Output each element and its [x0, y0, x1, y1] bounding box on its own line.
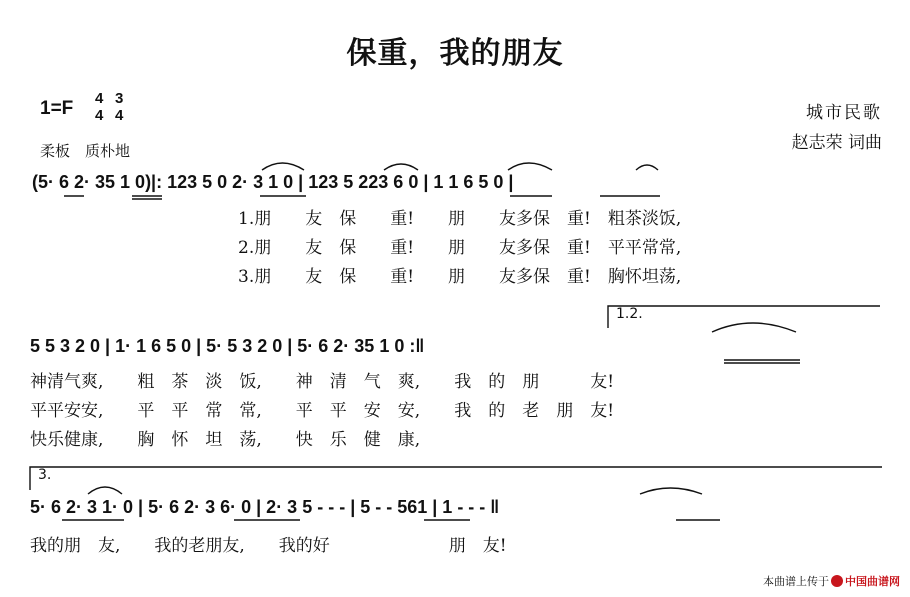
beam-mark — [724, 360, 800, 363]
lyric-row-1-verse-2: 2.朋 友 保 重! 朋 友多保 重! 平平常常, — [238, 238, 682, 258]
volta-bracket — [30, 467, 882, 490]
notation-row-3: 5· 6 2· 3 1· 0 | 5· 6 2· 3 6· 0 | 2· 3 5 - - - | 5 - - 561 | 1 - - - ‖ — [30, 497, 500, 517]
lyric-row-1-verse-3: 3.朋 友 保 重! 朋 友多保 重! 胸怀坦荡, — [238, 267, 682, 287]
footer-credit: 本曲谱上传于 中国曲谱网 — [763, 575, 900, 588]
slur-mark — [262, 163, 304, 170]
volta-bracket — [608, 306, 880, 328]
key-signature: 1=F — [40, 98, 74, 119]
lyric-row-2-verse-1: 神清气爽, 粗 茶 淡 饭, 神 清 气 爽, 我 的 朋 友! — [30, 372, 615, 392]
lyric-row-1-verse-1: 1.朋 友 保 重! 朋 友多保 重! 粗茶淡饭, — [238, 209, 682, 229]
lyric-row-3: 我的朋 友, 我的老朋友, 我的好 朋 友! — [30, 536, 507, 556]
slur-mark — [88, 487, 122, 494]
notation-row-1: (5· 6 2· 35 1 0)|: 123 5 0 2· 3 1 0 | 123 5 223 6 0 | 1 1 6 5 0 | — [32, 172, 514, 192]
author-credit: 赵志荣 词曲 — [791, 133, 882, 153]
volta-label-1-2: 1.2. — [616, 306, 643, 322]
volta-label-3: 3. — [38, 467, 52, 483]
lyric-row-2-verse-3: 快乐健康, 胸 怀 坦 荡, 快 乐 健 康, — [30, 430, 421, 450]
slur-mark — [712, 323, 796, 332]
tempo-marking: 柔板 质朴地 — [40, 142, 131, 160]
page-title: 保重，我的朋友 — [346, 36, 564, 71]
notation-row-2: 5 5 3 2 0 | 1· 1 6 5 0 | 5· 5 3 2 0 | 5· 6 2· 35 1 0 :‖ — [30, 336, 425, 356]
slur-mark — [636, 165, 658, 170]
lyric-row-2-verse-2: 平平安安, 平 平 常 常, 平 平 安 安, 我 的 老 朋 友! — [30, 401, 615, 421]
slur-mark — [384, 164, 418, 170]
time-signature-2: 3 4 — [115, 90, 124, 124]
slur-mark — [640, 488, 702, 494]
time-signature-1: 4 4 — [95, 90, 104, 124]
beam-mark — [64, 196, 162, 199]
slur-mark — [508, 163, 552, 170]
source-credit: 城市民歌 — [806, 103, 882, 123]
site-logo-icon — [831, 575, 843, 587]
